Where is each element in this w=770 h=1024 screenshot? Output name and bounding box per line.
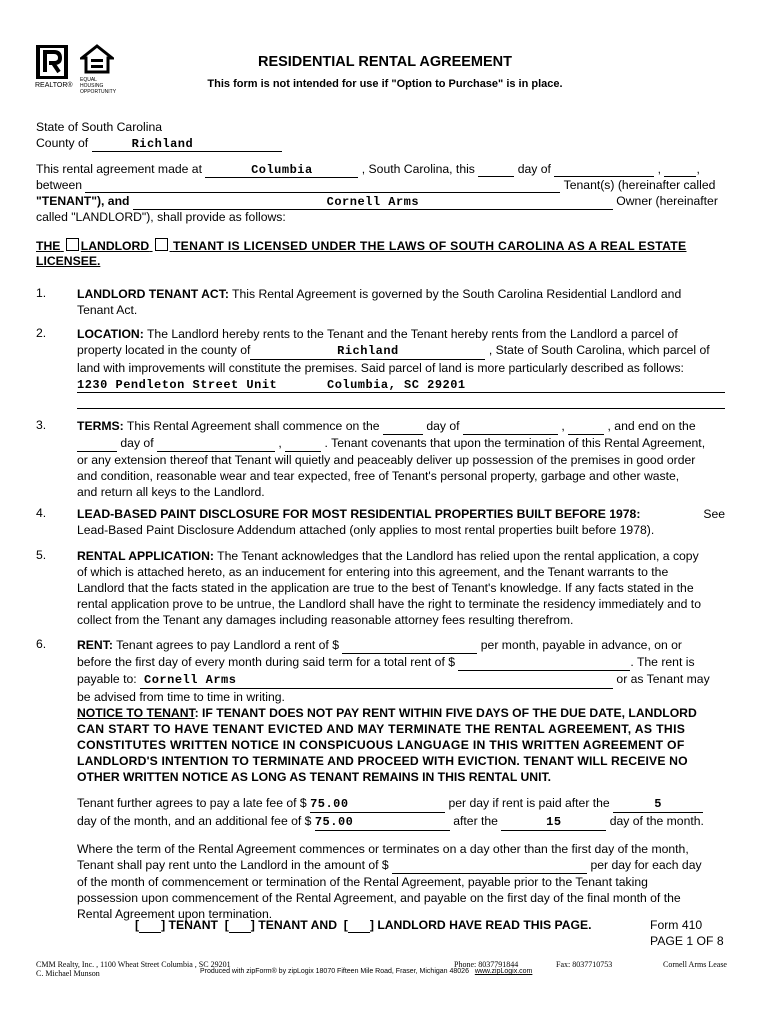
footer-lease: Cornell Arms Lease bbox=[663, 960, 727, 969]
payable-to-field[interactable]: Cornell Arms bbox=[140, 672, 613, 689]
late-fee-label: Tenant further agrees to pay a late fee of $ bbox=[77, 796, 307, 810]
day-of-label: day of bbox=[426, 419, 460, 433]
the-label: THE bbox=[36, 239, 61, 253]
total-rent-field[interactable] bbox=[458, 654, 630, 671]
section-3-line-5: and return all keys to the Landlord. bbox=[77, 485, 265, 499]
comma: , bbox=[696, 162, 700, 176]
section-1-heading: LANDLORD TENANT ACT: bbox=[77, 287, 229, 301]
prorate-line-3: of the month of commencement or termination of the Rental Agreement, payable prior to the Tenant taking bbox=[77, 875, 648, 889]
address-value: 1230 Pendleton Street Unit bbox=[77, 378, 278, 392]
initials-line: [ ] TENANT [ ] TENANT AND [ ] LANDLORD HAVE READ THIS PAGE. bbox=[135, 918, 592, 932]
section-4 bbox=[77, 506, 725, 538]
address-field-2[interactable] bbox=[77, 393, 725, 409]
rent-is-label: . The rent is bbox=[630, 655, 695, 669]
day-field[interactable] bbox=[478, 162, 514, 177]
section-4-line-2: Lead-Based Paint Disclosure Addendum attached (only applies to most rental properties built before 1978). bbox=[77, 523, 655, 537]
page-number: PAGE 1 OF 8 bbox=[650, 934, 724, 948]
commence-month-field[interactable] bbox=[463, 418, 558, 435]
owner-label: Owner (hereinafter bbox=[616, 194, 718, 208]
footer-phone: Phone: 8037791844 bbox=[454, 960, 519, 969]
tenants-label: Tenant(s) (hereinafter called bbox=[563, 178, 716, 192]
tenant-and-label: "TENANT"), and bbox=[36, 194, 130, 208]
notice-line-3: CONSTITUTES WRITTEN NOTICE IN CONSPICUOUS LANGUAGE IN THIS WRITTEN AGREEMENT OF bbox=[77, 738, 685, 752]
licensee-line bbox=[36, 238, 687, 253]
section-5-line-4: rental application prove to be untrue, the Landlord shall have the right to terminate the residency immediately and to bbox=[77, 597, 701, 611]
tenant-checkbox[interactable] bbox=[155, 238, 168, 251]
section-4-heading: LEAD-BASED PAINT DISCLOSURE FOR MOST RESIDENTIAL PROPERTIES BUILT BEFORE 1978: bbox=[77, 507, 641, 521]
owner-field[interactable]: Cornell Arms bbox=[133, 195, 613, 210]
county-field[interactable]: Richland bbox=[92, 137, 282, 152]
tenant-initial-label: TENANT bbox=[168, 918, 218, 932]
total-rent-label: before the first day of every month during said term for a total rent of $ bbox=[77, 655, 456, 669]
comma: , bbox=[278, 436, 282, 450]
eho-text: EQUAL HOUSING OPPORTUNITY bbox=[80, 77, 117, 95]
late-day-field[interactable]: 5 bbox=[613, 796, 703, 813]
form-number: Form 410 bbox=[650, 918, 703, 932]
city-value: Columbia, SC 29201 bbox=[327, 378, 466, 392]
footer-fax: Fax: 8037710753 bbox=[556, 960, 613, 969]
county-label: County of bbox=[36, 136, 89, 150]
per-day-label: per day for each day bbox=[590, 858, 702, 872]
location-county-field[interactable]: Richland bbox=[250, 343, 485, 360]
page-subtitle: This form is not intended for use if "Option to Purchase" is in place. bbox=[207, 78, 563, 90]
section-4-number: 4. bbox=[36, 506, 47, 520]
landlord-checkbox[interactable] bbox=[66, 238, 79, 251]
section-1-number: 1. bbox=[36, 286, 47, 300]
made-at-field[interactable]: Columbia bbox=[205, 163, 358, 178]
late-fee-field[interactable]: 75.00 bbox=[310, 796, 445, 813]
realtor-text: REALTOR® bbox=[35, 82, 73, 89]
year-field[interactable] bbox=[664, 162, 696, 177]
page-title: RESIDENTIAL RENTAL AGREEMENT bbox=[257, 54, 513, 70]
prorate-amount-field[interactable] bbox=[392, 857, 587, 874]
made-at-label: This rental agreement made at bbox=[36, 162, 202, 176]
section-5 bbox=[77, 548, 725, 628]
section-6 bbox=[77, 637, 725, 922]
or-as-tenant-label: or as Tenant may bbox=[616, 672, 710, 686]
end-label: , and end on the bbox=[607, 419, 696, 433]
rent-label-2: per month, payable in advance, on or bbox=[480, 638, 682, 652]
section-6-heading: RENT: bbox=[77, 638, 113, 652]
section-3-line-4: and condition, reasonable wear and tear expected, free of Tenant's personal property, garbage and other waste, bbox=[77, 469, 680, 483]
section-1-text: This Rental Agreement is governed by the South Carolina Residential Landlord and bbox=[232, 287, 682, 301]
day-of-month-label: day of the month. bbox=[609, 814, 704, 828]
section-5-line-5: collect from the Tenant any damages including reasonable attorney fees resulting therefrom. bbox=[77, 613, 574, 627]
section-2-text: The Landlord hereby rents to the Tenant and the Tenant hereby rents from the Landlord a parcel of bbox=[146, 327, 678, 341]
section-5-line-3: Landlord that the facts stated in the application are true to the best of Tenant's knowledge. If any facts stated in the bbox=[77, 581, 694, 595]
section-2-heading: LOCATION: bbox=[77, 327, 144, 341]
prorate-line-1: Where the term of the Rental Agreement commences or terminates on a day other than the first day of the month, bbox=[77, 842, 689, 856]
end-year-field[interactable] bbox=[285, 435, 321, 452]
section-5-number: 5. bbox=[36, 548, 47, 562]
late-fee-label-2: per day if rent is paid after the bbox=[448, 796, 610, 810]
section-4-see: See bbox=[703, 507, 725, 521]
footer-company: CMM Realty, Inc. , 1100 Wheat Street Columbia , SC 29201 bbox=[36, 960, 231, 969]
tenant-initial-1[interactable] bbox=[139, 918, 161, 933]
notice-line-5: OTHER WRITTEN NOTICE AS LONG AS TENANT REMAINS IN THIS RENTAL UNIT. bbox=[77, 770, 551, 784]
section-5-heading: RENTAL APPLICATION: bbox=[77, 549, 214, 563]
section-3 bbox=[77, 418, 725, 500]
state-label: , State of South Carolina, which parcel of bbox=[488, 343, 710, 357]
tenants-field[interactable] bbox=[85, 178, 560, 193]
commence-day-field[interactable] bbox=[383, 418, 423, 435]
landlord-read-label: LANDLORD HAVE READ THIS PAGE. bbox=[377, 918, 592, 932]
comma: , bbox=[657, 162, 662, 176]
tenant-initial-2[interactable] bbox=[229, 918, 251, 933]
between-line bbox=[36, 178, 715, 193]
tenant-and-initial-label: TENANT AND bbox=[258, 918, 338, 932]
section-2-line-3: land with improvements will constitute the premises. Said parcel of land is more particularly described as follows: bbox=[77, 361, 684, 375]
between-label: between bbox=[36, 178, 83, 192]
owner-line bbox=[36, 194, 718, 210]
county-line bbox=[36, 136, 282, 152]
section-2-number: 2. bbox=[36, 326, 47, 340]
section-3-heading: TERMS: bbox=[77, 419, 124, 433]
comma: , bbox=[561, 419, 565, 433]
address-field[interactable] bbox=[77, 376, 725, 393]
notice-line-2: CAN START TO HAVE TENANT EVICTED AND MAY TERMINATE THE RENTAL AGREEMENT, AS THIS bbox=[77, 722, 686, 736]
landlord-label: LANDLORD bbox=[80, 239, 150, 253]
end-month-field[interactable] bbox=[157, 435, 275, 452]
rent-label: Tenant agrees to pay Landlord a rent of $ bbox=[116, 638, 339, 652]
made-at-post: , South Carolina, this bbox=[361, 162, 475, 176]
county-of-label: property located in the county of bbox=[77, 343, 251, 357]
day-of-label: day of bbox=[120, 436, 154, 450]
additional-day-field[interactable]: 15 bbox=[501, 814, 606, 831]
prorate-amount-label: Tenant shall pay rent unto the Landlord in the amount of $ bbox=[77, 858, 389, 872]
notice-heading: NOTICE TO TENANT bbox=[77, 706, 195, 720]
section-3-number: 3. bbox=[36, 418, 47, 432]
footer-agent: C. Michael Munson bbox=[36, 969, 100, 978]
day-of-label: day of bbox=[517, 162, 551, 176]
end-day-field[interactable] bbox=[77, 435, 117, 452]
licensee-text: TENANT IS LICENSED UNDER THE LAWS OF SOUTH CAROLINA AS A REAL ESTATE bbox=[172, 239, 687, 253]
payable-to-label: payable to: bbox=[77, 672, 137, 686]
landlord-called: called "LANDLORD"), shall provide as follows: bbox=[36, 210, 286, 224]
section-1-text-2: Tenant Act. bbox=[77, 303, 138, 317]
additional-fee-field[interactable]: 75.00 bbox=[315, 814, 450, 831]
month-field[interactable] bbox=[554, 162, 654, 177]
additional-fee-label: day of the month, and an additional fee of $ bbox=[77, 814, 312, 828]
made-at-line bbox=[36, 162, 700, 178]
commence-label: This Rental Agreement shall commence on the bbox=[126, 419, 380, 433]
section-1 bbox=[77, 286, 725, 318]
footer-produced-text: Produced with zipForm® by zipLogix 18070 Fifteen Mile Road, Fraser, Michigan 48026 bbox=[200, 968, 469, 975]
prorate-line-5: Rental Agreement upon termination. bbox=[77, 907, 273, 921]
state-line: State of South Carolina bbox=[36, 120, 163, 134]
section-3-line-3: or any extension thereof that Tenant will quietly and peaceably deliver up possession of the premises in good order bbox=[77, 453, 696, 467]
section-5-line-2: of which is attached hereto, as an inducement for entering into this agreement, and the Tenant warrants to the bbox=[77, 565, 669, 579]
commence-year-field[interactable] bbox=[568, 418, 604, 435]
section-6-line-4: be advised from time to time in writing. bbox=[77, 690, 285, 704]
after-the-label: after the bbox=[453, 814, 498, 828]
section-5-line-1: The Tenant acknowledges that the Landlord has relied upon the rental application, a copy bbox=[217, 549, 699, 563]
rent-amount-field[interactable] bbox=[342, 637, 477, 654]
landlord-initial[interactable] bbox=[348, 918, 370, 933]
section-6-number: 6. bbox=[36, 637, 47, 651]
notice-line-1: : IF TENANT DOES NOT PAY RENT WITHIN FIVE DAYS OF THE DUE DATE, LANDLORD bbox=[194, 706, 697, 720]
licensee-line-2: LICENSEE. bbox=[36, 254, 101, 268]
section-2 bbox=[77, 326, 725, 409]
footer-produced bbox=[200, 968, 532, 975]
footer-url-link[interactable]: www.zipLogix.com bbox=[474, 968, 533, 975]
section-3-line-2: . Tenant covenants that upon the termination of this Rental Agreement, bbox=[324, 436, 706, 450]
notice-line-4: LANDLORD'S INTENTION TO TERMINATE AND PROCEED WITH EVICTION. TENANT WILL RECEIVE NO bbox=[77, 754, 688, 768]
prorate-line-4: possession upon commencement of the Rental Agreement, and payable on the first day of the final month of the bbox=[77, 891, 681, 905]
